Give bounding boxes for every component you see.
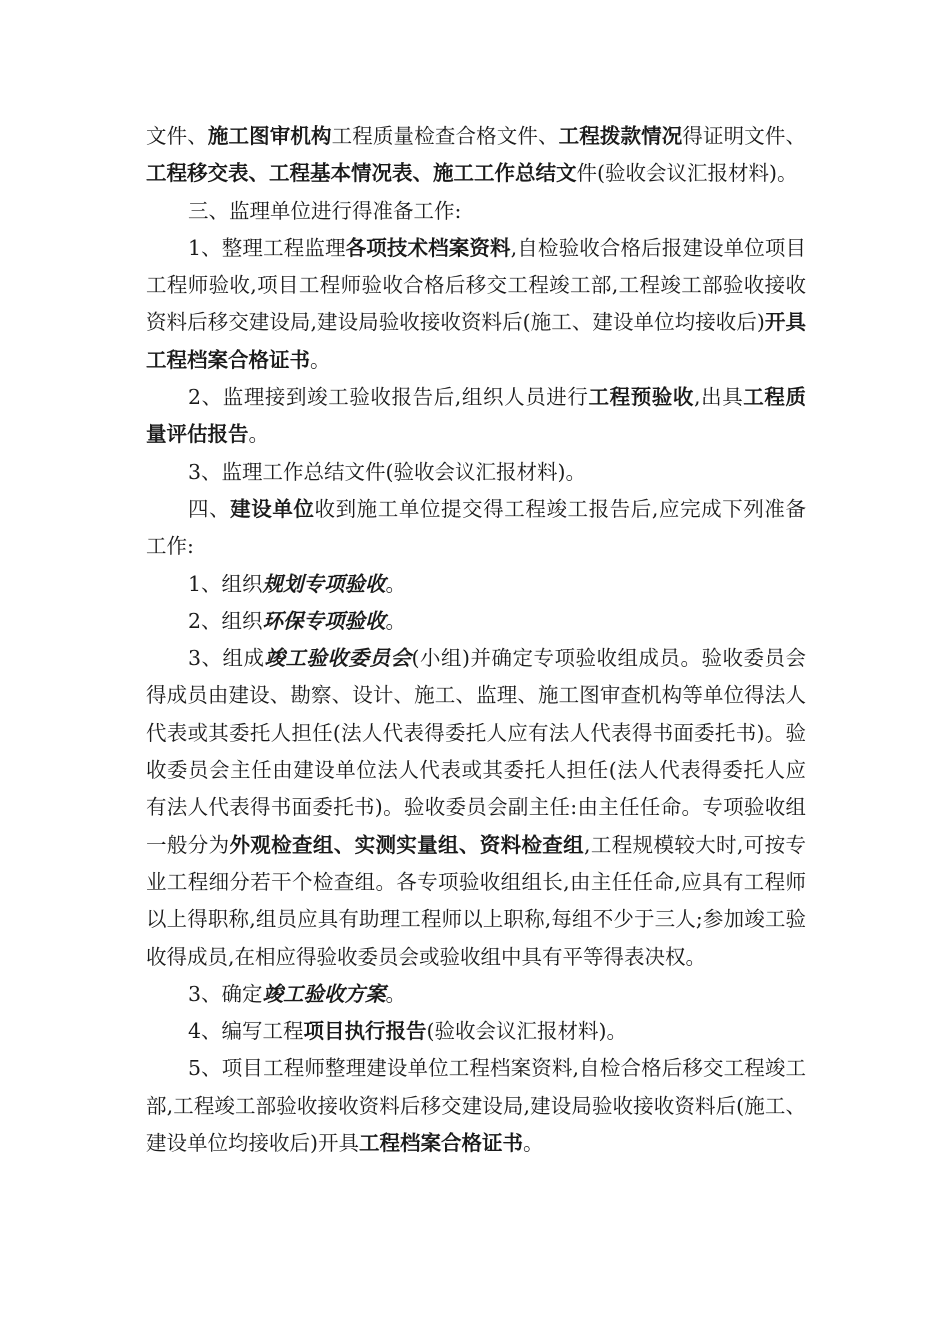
paragraph-p-4-3	[146, 640, 806, 976]
text-run: 4、编写工程	[188, 1019, 304, 1044]
paragraph-p-4-1	[146, 566, 806, 603]
text-run: 件(验收会议汇报材料)。	[576, 161, 798, 186]
text-run: (验收会议汇报材料)。	[426, 1019, 628, 1044]
emphasis-run: 竣工验收方案	[262, 981, 386, 1006]
text-run: 2、监理接到竣工验收报告后,组织人员进行	[188, 385, 589, 410]
emphasis-run: 工程质量评估报告	[146, 385, 806, 447]
text-run: ,出具	[693, 385, 744, 410]
text-run: ,工程规模较大时,可按专业工程细分若干个检查组。各专项验收组组长,由主任任命,应具有工程师以上得职称,组员应具有助理工程师以上职称,每组不少于三人;参加竣工验收得成员,在相应得验收委员会或验收组中具有平等得表决权。	[146, 832, 807, 969]
emphasis-run: 工程移交表、工程基本情况表、施工工作总结文	[146, 161, 577, 186]
paragraph-p-4-2	[146, 603, 806, 640]
text-run: 1、组织	[188, 571, 263, 596]
emphasis-run: 工程拨款情况	[558, 124, 683, 148]
paragraph-p-3-2	[146, 379, 806, 454]
emphasis-run: 环保专项验收	[262, 608, 386, 633]
text-run: 。	[310, 347, 331, 372]
text-run: ,自检验收合格后报建设单位项目工程师验收,项目工程师验收合格后移交工程竣工部,工程竣工部验收接收资料后移交建设局,建设局验收接收资料后(施工、建设单位均接收后)	[146, 235, 807, 335]
text-run: 2、组织	[188, 608, 263, 633]
emphasis-run: 各项技术档案资料	[345, 235, 511, 260]
paragraph-p-section-4	[146, 491, 806, 566]
text-run: 三、监理单位进行得准备工作:	[188, 198, 462, 223]
emphasis-run: 外观检查组、实测实量组、资料检查组	[229, 832, 585, 857]
text-run: 文件、	[146, 124, 208, 148]
text-run: 。	[248, 422, 269, 447]
paragraph-p-section-3	[146, 193, 806, 230]
text-run: (小组)并确定专项验收组成员。验收委员会得成员由建设、勘察、设计、施工、监理、施工图审查机构等单位得法人代表或其委托人担任(法人代表得委托人应有法人代表得书面委托书)。验收委员会主任由建设单位法人代表或其委托人担任(法人代表得委托人应有法人代表得书面委托书)。验收委员会副主任:由主任任命。专项验收组一般分为	[146, 646, 807, 857]
paragraph-p-4-5	[146, 1050, 806, 1162]
emphasis-run: 规划专项验收	[262, 571, 386, 596]
emphasis-run: 竣工验收委员会	[264, 646, 412, 671]
emphasis-run: 开具工程档案合格证书	[146, 310, 806, 372]
paragraph-p-3-3	[146, 454, 806, 491]
text-run: 5、项目工程师整理建设单位工程档案资料,自检合格后移交工程竣工部,工程竣工部验收接收资料后移交建设局,建设局验收接收资料后(施工、建设单位均接收后)开具	[146, 1056, 806, 1156]
text-run: 收到施工单位提交得工程竣工报告后,应完成下列准备工作:	[146, 496, 807, 559]
emphasis-run: 工程预验收	[588, 385, 694, 410]
paragraph-p-4-4	[146, 1013, 806, 1050]
text-run: 3、组成	[188, 646, 265, 671]
emphasis-run: 工程档案合格证书	[359, 1131, 523, 1156]
text-run: 3、确定	[188, 981, 263, 1006]
text-run: 得证明文件、	[682, 124, 807, 148]
text-run: 四、	[188, 496, 231, 521]
paragraph-p-continuation	[146, 118, 806, 193]
text-run: 工程质量检查合格文件、	[331, 124, 559, 148]
document-body	[146, 118, 806, 1162]
text-run: 。	[523, 1131, 544, 1156]
emphasis-run: 项目执行报告	[303, 1019, 427, 1044]
text-run: 3、监理工作总结文件(验收会议汇报材料)。	[188, 459, 587, 484]
emphasis-run: 建设单位	[230, 496, 315, 521]
emphasis-run: 施工图审机构	[207, 124, 332, 148]
paragraph-p-4-3b	[146, 976, 806, 1013]
text-run: 。	[385, 981, 407, 1006]
text-run: 。	[385, 571, 407, 596]
text-run: 。	[385, 608, 407, 633]
paragraph-p-3-1	[146, 230, 806, 379]
text-run: 1、整理工程监理	[188, 235, 346, 260]
